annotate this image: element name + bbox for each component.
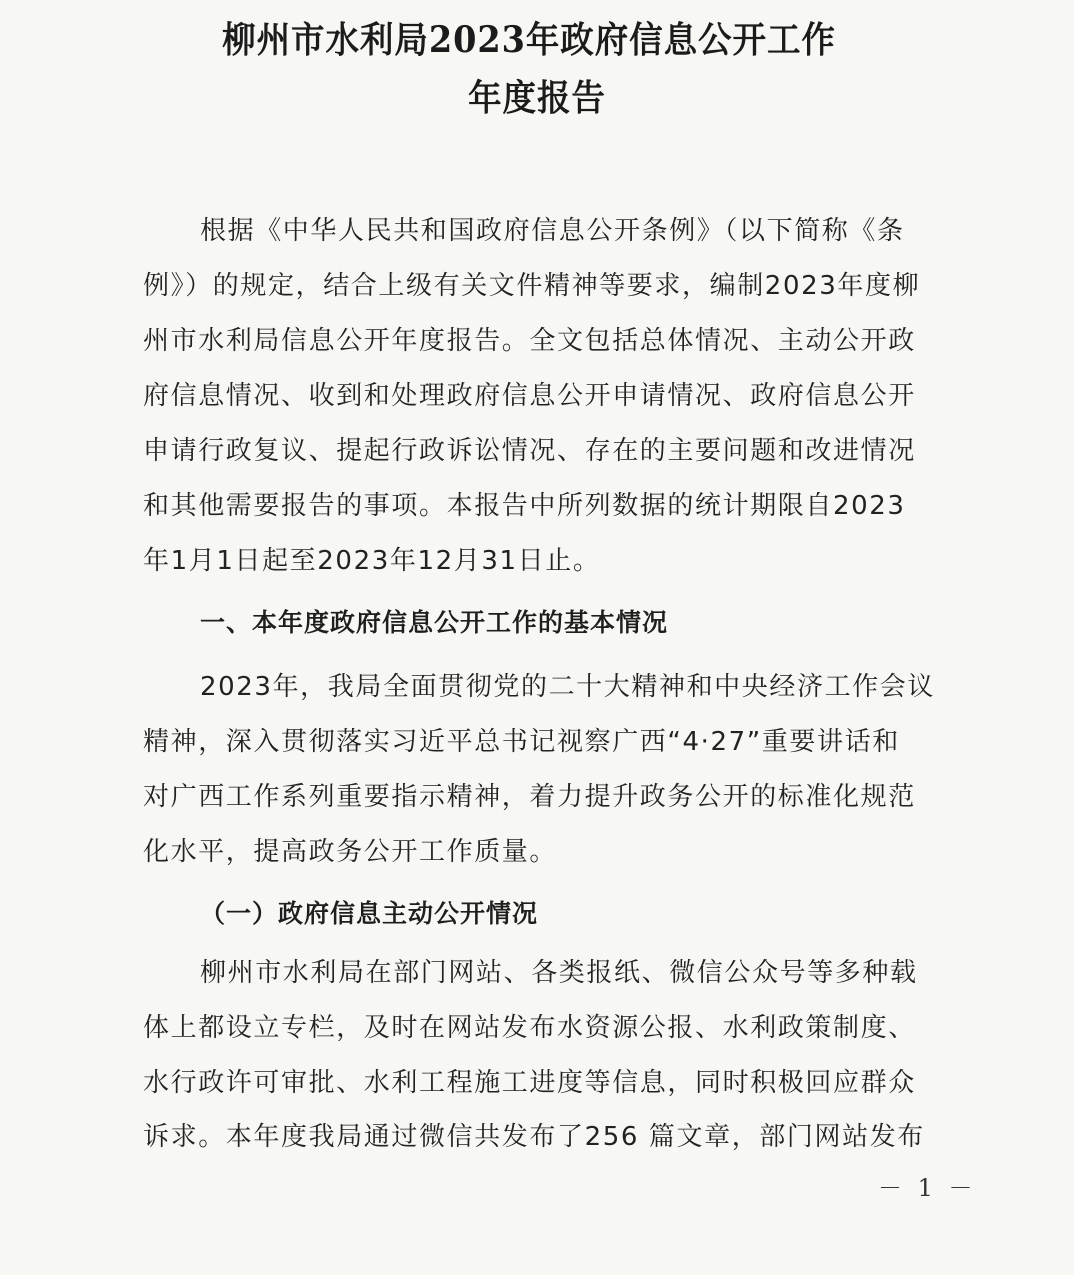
intro-line: 府信息情况、收到和处理政府信息公开申请情况、政府信息公开 <box>143 381 916 411</box>
intro-line: 年1月1日起至2023年12月31日止。 <box>143 546 601 576</box>
section-line: 化水平，提高政务公开工作质量。 <box>143 837 558 867</box>
intro-line: 根据《中华人民共和国政府信息公开条例》（以下简称《条 <box>200 216 905 246</box>
section-heading: 一、本年度政府信息公开工作的基本情况 <box>200 608 669 637</box>
subsection-line: 体上都设立专栏，及时在网站发布水资源公报、水利政策制度、 <box>143 1013 916 1043</box>
intro-line: 州市水利局信息公开年度报告。全文包括总体情况、主动公开政 <box>143 326 916 356</box>
intro-line: 和其他需要报告的事项。本报告中所列数据的统计期限自2023 <box>143 491 906 521</box>
section-line: 对广西工作系列重要指示精神，着力提升政务公开的标准化规范 <box>143 782 916 812</box>
report-title-line-2: 年度报告 <box>468 77 606 119</box>
report-title-line-1: 柳州市水利局2023年政府信息公开工作 <box>222 19 836 61</box>
subsection-line: 诉求。本年度我局通过微信共发布了256 篇文章，部门网站发布 <box>143 1122 925 1152</box>
section-line: 2023年，我局全面贯彻党的二十大精神和中央经济工作会议 <box>200 672 935 702</box>
intro-line: 申请行政复议、提起行政诉讼情况、存在的主要问题和改进情况 <box>143 436 916 466</box>
subsection-line: 柳州市水利局在部门网站、各类报纸、微信公众号等多种载 <box>200 958 918 988</box>
subsection-heading: （一）政府信息主动公开情况 <box>200 899 539 928</box>
intro-line: 例》）的规定，结合上级有关文件精神等要求，编制2023年度柳 <box>143 271 921 301</box>
page-number: － 1 － <box>878 1174 977 1202</box>
section-line: 精神，深入贯彻落实习近平总书记视察广西“4·27”重要讲话和 <box>143 727 900 757</box>
subsection-line: 水行政许可审批、水利工程施工进度等信息，同时积极回应群众 <box>143 1068 916 1098</box>
